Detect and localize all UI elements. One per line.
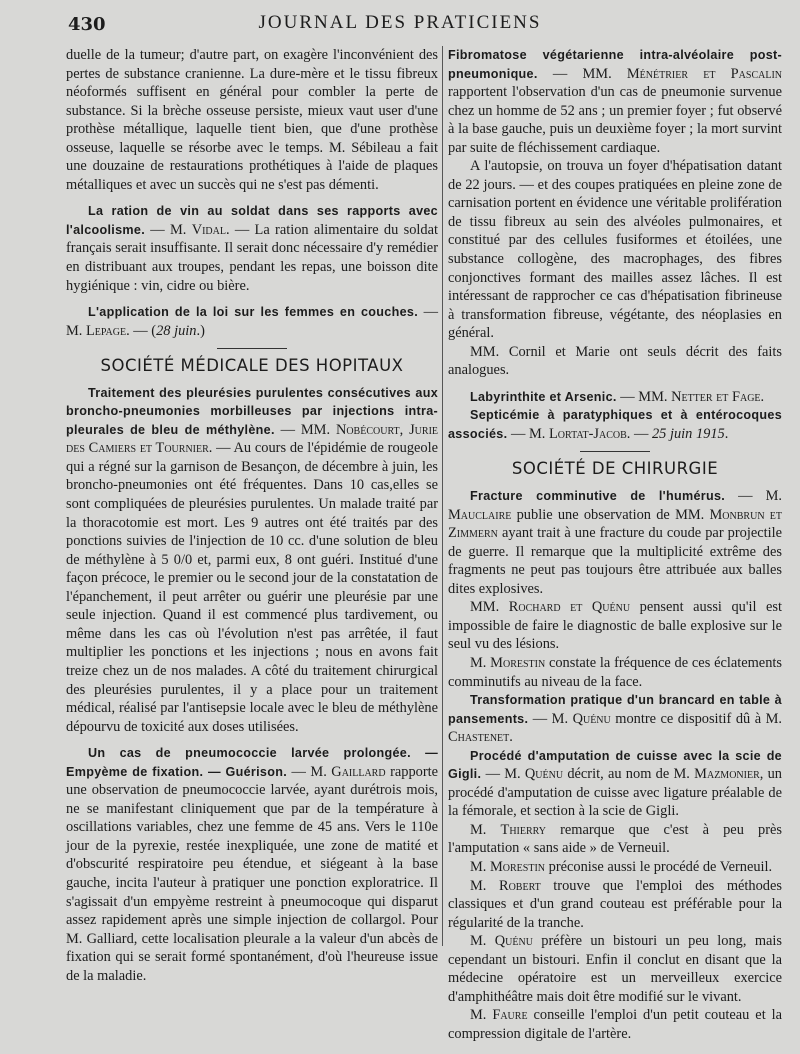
column-divider [442, 46, 443, 946]
paragraph-heading: Septicémie à paratyphiques et à entérocoques associés. [448, 408, 782, 441]
author-name: Morestin [490, 858, 546, 875]
author-name: Gaillard [331, 763, 386, 780]
page-number: 430 [68, 14, 106, 35]
paragraph: Un cas de pneumococcie larvée prolongée. — Empyème de fixation. — Guérison. — M. Gaillard rapporte une observation de pneumococcie larvée, ayant durétrois mois, ne se manifestant cliniquement que par de la température à oscillations variables, chez une femme de 45 ans. Vers le 110e jour de la pyrexie, restée inexpliquée, une zone de matité et d'obscurité respiratoire peu étendue, et siégeant à la base gauche, incita l'auteur à pratiquer une ponction exploratrice. Il s'agissait d'un empyème restreint à pneumocoque qui disparut assez rapidement après une simple injection de collargol. Pour M. Galliard, cette localisation pleurale a la valeur d'un abcès de fixation qui se serait formé spontanément, d'où l'heureuse issue de la maladie. [66, 746, 439, 984]
author-name: Thierry [500, 821, 546, 838]
paragraph: M. Thierry remarque que c'est à peu près l'amputation « sans aide » de Verneuil. [448, 821, 782, 857]
author-name: Lepage [86, 322, 127, 339]
paragraph: M. Quénu préfère un bistouri un peu long, mais cependant un bistouri. Enfin il conclut en disant que la médecine opératoire est un merveilleux exercice d'amphithéâtre mais doit être modifié sur le vivant. [448, 933, 782, 1005]
date: 28 juin [156, 322, 197, 339]
paragraph: MM. Rochard et Quénu pensent aussi qu'il est impossible de faire le diagnostic de balle explosive sur le seul vu des lésions. [448, 599, 782, 653]
author-names: Ménétrier et Pascalin [626, 65, 782, 82]
author-name: Chastenet [448, 729, 510, 746]
paragraph: Transformation pratique d'un brancard en table à pansements. — M. Quénu montre ce dispositif dû à M. Chastenet. [448, 693, 783, 746]
paragraph: M. Robert trouve que l'emploi des méthodes classiques et d'un grand couteau est préférable pour la régularité de la tranche. [448, 877, 782, 931]
date: 25 juin 1915 [651, 425, 725, 442]
author-name: Faure [492, 1007, 528, 1024]
author-name: Mauclaire [448, 506, 512, 523]
paragraph: Procédé d'amputation de cuisse avec la scie de Gigli. — M. Quénu décrit, au nom de M. Mazmonier, un procédé d'amputation de cuisse avec ligature préalable de la fémorale, et section à la scie de Gigli. [448, 748, 783, 820]
author-name: Quénu [524, 766, 564, 783]
paragraph-heading: L'application de la loi sur les femmes en couches. [88, 305, 418, 320]
paragraph-heading: Labyrinthite et Arsenic. [470, 389, 617, 404]
author-name: Vidal [191, 221, 226, 238]
author-name: Mazmonier [694, 766, 760, 783]
paragraph: Fracture comminutive de l'humérus. — M. Mauclaire publie une observation de MM. Monbrun et Zimmern ayant trait à une fracture du coude par projectile de guerre. Il remarque que la multiplicité extrême des fragments ne peut pas toujours être attribuée aux balles dites explosives. [448, 488, 783, 597]
paragraph: MM. Cornil et Marie ont seuls décrit des faits analogues. [448, 343, 782, 379]
right-column [448, 46, 782, 1043]
author-name: Quénu [494, 933, 533, 950]
paragraph-heading: Procédé d'amputation de cuisse avec la scie de Gigli. [448, 748, 782, 782]
paragraph: Labyrinthite et Arsenic. — MM. Netter et Fage. [470, 388, 765, 405]
section-heading: SOCIÉTÉ DE CHIRURGIE [511, 459, 719, 479]
paragraph: duelle de la tumeur; d'autre part, on exagère l'inconvénient des pertes de substance cranienne. La dure-mère et le tissu fibreux néoformés suffisent en général pour combler la perte de substance. Si la brèche osseuse persiste, mieux vaut user d'une prothèse métallique, laquelle tient bien, que d'une prothèse osseuse, laquelle se résorbe avec le temps. M. Sébileau a fait une douzaine de restaurations prothétiques à l'aide de plaques métalliques et avec un succès qui ne s'est pas démenti. [66, 47, 438, 193]
paragraph: M. Faure conseille l'emploi d'un petit couteau et la compression digitale de l'artère. [448, 1007, 782, 1042]
page-header [0, 6, 800, 42]
author-names: Netter et Fage [671, 388, 761, 405]
paragraph: Traitement des pleurésies purulentes consécutives aux broncho-pneumonies morbilleuses par injections intra-pleurales de bleu de méthylène. — MM. Nobécourt, Jurie des Camiers et Tournier. — Au cours de l'épidémie de rougeole qui a régné sur la garnison de Besançon, de décembre à juin, les broncho-pneumonies ont été fréquentes. Dans 10 cas,elles se sont compliquées de pleurésies purulentes. Un malade traité par la thoracotomie est mort. Les 9 autres ont été traités par des ponctions suivies de l'injection de 10 cc. d'une solution de bleu de méthylène à 5 0/0 et, parmi eux, 8 ont guéri. Institué d'une façon précoce, le premier ou le second jour de la constatation de l'épanchement, il peut arrêter ou guérir une pleurésie par une seule injection. Quand il est commencé plus tardivement, ou même dans les cas où l'évolution n'est pas arrêtée, il faut multiplier les ponctions et les injections ; nous en avons fait treize chez un de nos malades. A côté du traitement chirurgical des pleurésies purulentes, il y a place pour un traitement médical, réalisé par l'antisepsie locale avec le bleu de méthylène dépourvu de toxicité aux doses utilisées. [66, 385, 439, 735]
paragraph: A l'autopsie, on trouva un foyer d'hépatisation datant de 22 jours. — et des coupes pratiquées en pleine zone de carnisation portent en évidence une véritable prolifération de tissu fibreux au sein des alvéoles pulmonaires, et constitué par des cellules fusiformes et étoilées, une substance collogène, des macrophages, des fibres conjonctives formant des mailles assez lâches. Il est intéressant de rapprocher ce cas d'hépatisation fibrineuse à transformation fibreuse, végétante, des néoplasies en général. [448, 158, 782, 342]
author-name: Quénu [572, 710, 611, 727]
paragraph-heading: Fibromatose végétarienne intra-alvéolaire post-pneumonique. [448, 48, 782, 81]
left-column [66, 46, 438, 985]
journal-title: JOURNAL DES PRATICIENS [258, 12, 542, 33]
paragraph: M. Morestin préconise aussi le procédé de Verneuil. [470, 858, 773, 875]
paragraph: La ration de vin au soldat dans ses rapports avec l'alcoolisme. — M. Vidal. — La ration alimentaire du soldat français serait insuffisante. Il serait donc nécessaire d'y remédier en distribuant aux troupes, pendant les repas, une boisson dite hygiénique : vin, cidre ou bière. [66, 204, 438, 294]
paragraph-heading: Traitement des pleurésies purulentes consécutives aux broncho-pneumonies morbilleuses par injections intra-pleurales de bleu de méthylène. [66, 385, 438, 437]
author-names: Monbrun et Zimmern [448, 506, 783, 542]
paragraph: M. Morestin constate la fréquence de ces éclatements comminutifs au niveau de la face. [448, 654, 782, 690]
paragraph-heading: La ration de vin au soldat dans ses rapports avec l'alcoolisme. [66, 204, 438, 237]
author-names: Rochard et Quénu [508, 599, 631, 616]
paragraph: Fibromatose végétarienne intra-alvéolaire post-pneumonique. — MM. Ménétrier et Pascalin rapportent l'observation d'un cas de pneumonie survenue chez un homme de 52 ans ; un premier foyer ; fut observé à la base gauche, puis un deuxième foyer ; la mort survint par suite de fléchissement cardiaque. [448, 48, 782, 156]
author-name: Robert [498, 877, 541, 894]
section-heading: SOCIÉTÉ MÉDICALE DES HOPITAUX [100, 356, 404, 376]
paragraph-heading: Un cas de pneumococcie larvée prolongée. — Empyème de fixation. — Guérison. [66, 746, 438, 779]
paragraph: L'application de la loi sur les femmes en couches. — M. Lepage. — (28 juin.) [66, 304, 438, 339]
paragraph-heading: Fracture comminutive de l'humérus. [470, 489, 726, 504]
paragraph: Septicémie à paratyphiques et à entérocoques associés. — M. Lortat-Jacob. — 25 juin 1915. [448, 408, 782, 442]
author-name: Lortat-Jacob [549, 425, 627, 442]
author-names: Nobécourt, Jurie des Camiers et Tournier [66, 421, 439, 457]
paragraph-heading: Transformation pratique d'un brancard en table à pansements. [448, 693, 782, 726]
author-name: Morestin [490, 654, 546, 671]
